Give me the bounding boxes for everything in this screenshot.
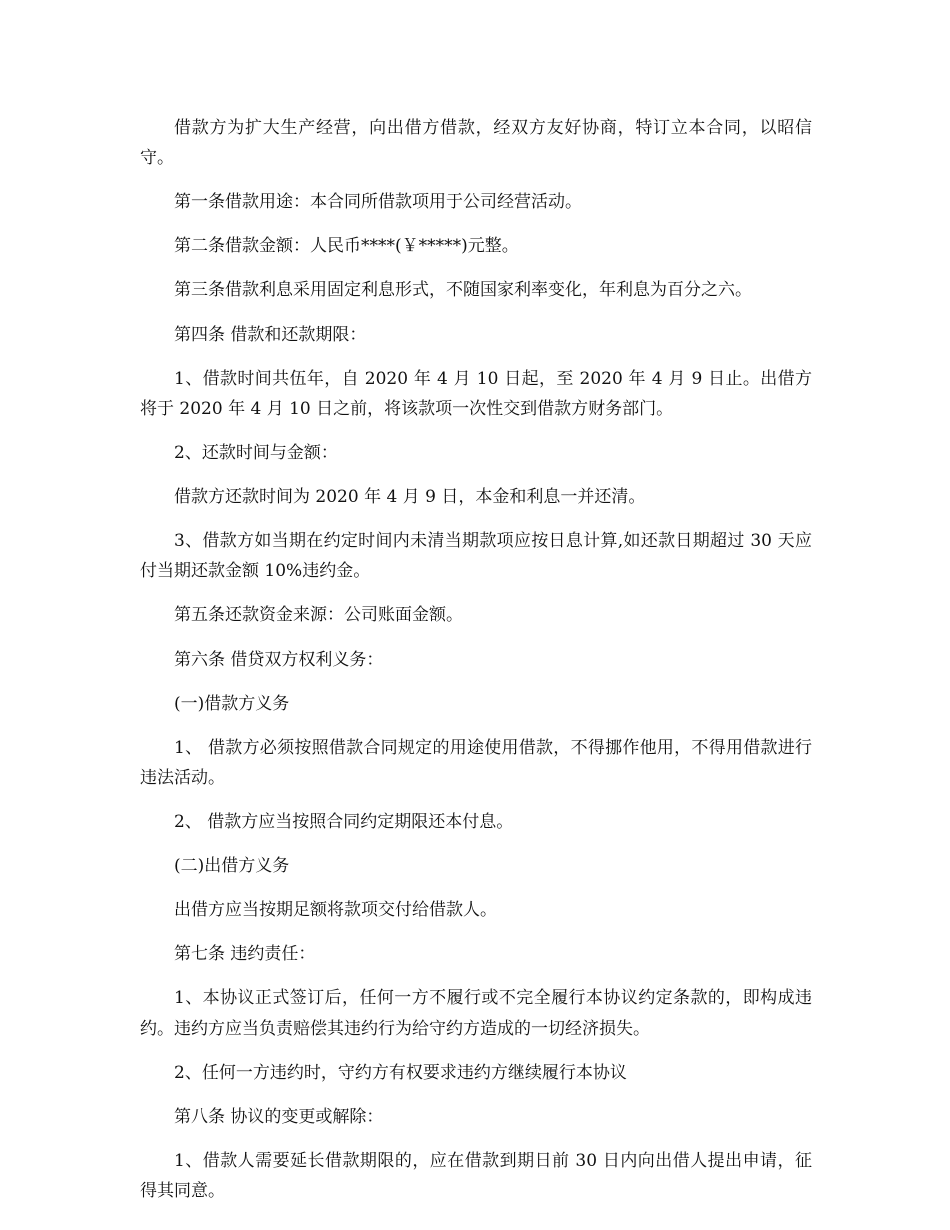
- paragraph-article-7-item-2: 2、任何一方违约时，守约方有权要求违约方继续履行本协议: [174, 1062, 627, 1083]
- paragraph-lender-duty: 出借方应当按期足额将款项交付给借款人。: [174, 900, 497, 921]
- paragraph-borrower-duty-2: 2、 借款方应当按照合同约定期限还本付息。: [174, 812, 514, 833]
- paragraph-article-4-item-2: 2、还款时间与金额：: [174, 442, 338, 463]
- paragraph-article-1: 第一条借款用途：本合同所借款项用于公司经营活动。: [174, 192, 582, 213]
- paragraph-article-5: 第五条还款资金来源：公司账面金额。: [174, 605, 463, 626]
- paragraph-article-4-item-1: 1、借款时间共伍年，自 2020 年 4 月 10 日起，至 2020 年 4 月 9 日止。出借方将于 2020 年 4 月 10 日之前，将该款项一次性交到借款方财务部门。: [140, 368, 812, 419]
- paragraph-borrower-duties-heading: (一)借款方义务: [174, 693, 290, 714]
- paragraph-article-4: 第四条 借款和还款期限：: [174, 324, 367, 345]
- paragraph-borrower-duty-1: 1、 借款方必须按照借款合同规定的用途使用借款，不得挪作他用，不得用借款进行违法活动。: [140, 737, 812, 788]
- paragraph-article-2: 第二条借款金额：人民币****(￥*****)元整。: [174, 236, 519, 257]
- paragraph-repayment-time: 借款方还款时间为 2020 年 4 月 9 日，本金和利息一并还清。: [174, 487, 646, 508]
- paragraph-article-8: 第八条 协议的变更或解除：: [174, 1106, 384, 1127]
- paragraph-article-4-item-3: 3、借款方如当期在约定时间内未清当期款项应按日息计算,如还款日期超过 30 天应付当期还款金额 10%违约金。: [140, 531, 812, 582]
- paragraph-article-7-item-1: 1、本协议正式签订后，任何一方不履行或不完全履行本协议约定条款的，即构成违约。违约方应当负责赔偿其违约行为给守约方造成的一切经济损失。: [140, 988, 812, 1039]
- contract-page: [140, 113, 812, 1206]
- paragraph-lender-duties-heading: (二)出借方义务: [174, 856, 290, 877]
- paragraph-article-6: 第六条 借贷双方权利义务：: [174, 649, 384, 670]
- paragraph-intro: 借款方为扩大生产经营，向出借方借款，经双方友好协商，特订立本合同，以昭信守。: [140, 118, 812, 169]
- paragraph-article-7: 第七条 违约责任：: [174, 944, 316, 965]
- paragraph-article-8-item-1: 1、借款人需要延长借款期限的，应在借款到期日前 30 日内向出借人提出申请，征得其同意。: [140, 1150, 812, 1202]
- paragraph-article-3: 第三条借款利息采用固定利息形式，不随国家利率变化，年利息为百分之六。: [174, 280, 752, 301]
